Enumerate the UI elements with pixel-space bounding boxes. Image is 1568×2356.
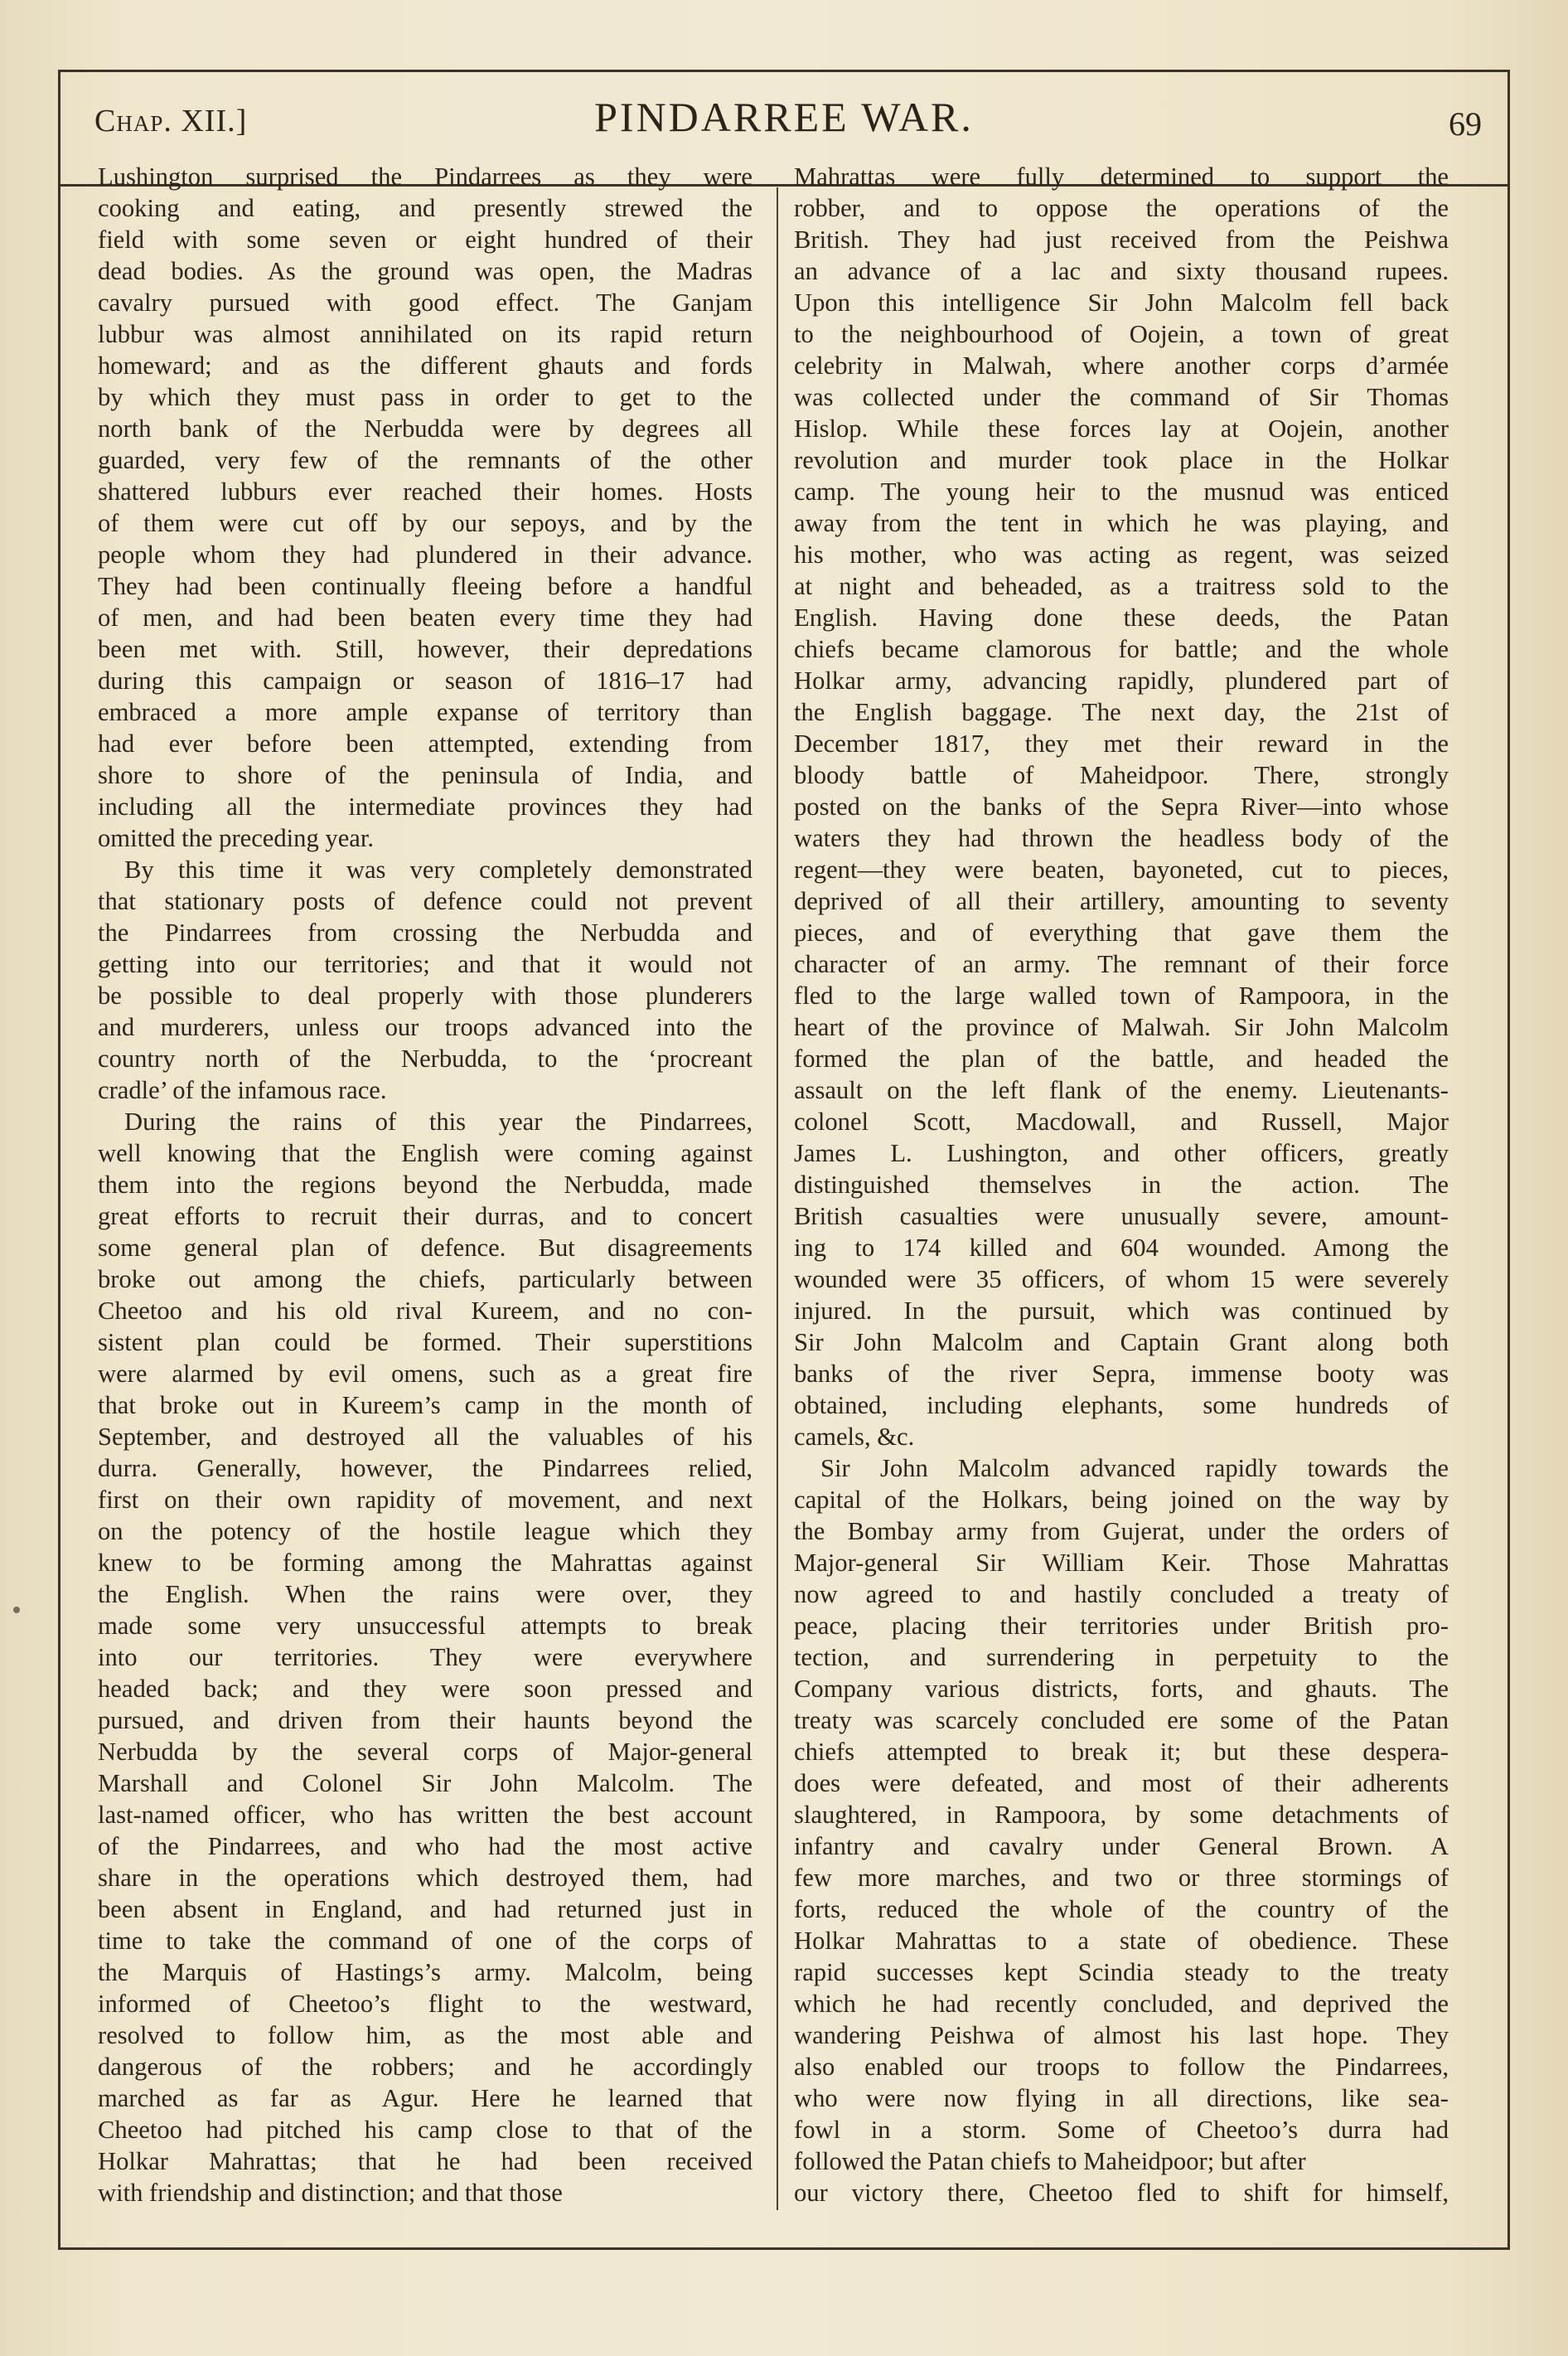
text-line: who were now flying in all directions, like sea-: [794, 2084, 1449, 2112]
text-line: some general plan of defence. But disagreements: [98, 1234, 753, 1262]
text-line: and murderers, unless our troops advanced into the: [98, 1013, 753, 1041]
text-line: share in the operations which destroyed them, had: [98, 1864, 753, 1892]
text-line: the Bombay army from Gujerat, under the orders of: [794, 1517, 1449, 1545]
text-line: country north of the Nerbudda, to the ‘procreant: [98, 1045, 753, 1073]
text-line: to the neighbourhood of Oojein, a town of great: [794, 320, 1449, 348]
text-line: our victory there, Cheetoo fled to shift for himself,: [794, 2179, 1449, 2207]
text-line: of men, and had been beaten every time they had: [98, 604, 753, 632]
text-line: English. Having done these deeds, the Patan: [794, 604, 1449, 632]
text-line: Lushington surprised the Pindarrees as they were: [98, 162, 753, 191]
text-line: marched as far as Agur. Here he learned that: [98, 2084, 753, 2112]
text-line: of the Pindarrees, and who had the most active: [98, 1832, 753, 1860]
left-text-column: [98, 161, 753, 2208]
text-line: be possible to deal properly with those plunderers: [98, 982, 753, 1010]
text-line: heart of the province of Malwah. Sir John Malcolm: [794, 1013, 1449, 1041]
text-line: informed of Cheetoo’s flight to the westward,: [98, 1990, 753, 2018]
text-line: Hislop. While these forces lay at Oojein, another: [794, 414, 1449, 443]
text-line: assault on the left flank of the enemy. Lieutenants-: [794, 1076, 1449, 1104]
text-line: Marshall and Colonel Sir John Malcolm. The: [98, 1769, 753, 1797]
text-line: Cheetoo had pitched his camp close to that of the: [98, 2116, 753, 2144]
margin-dot: [13, 1607, 20, 1613]
text-line: pieces, and of everything that gave them the: [794, 919, 1449, 947]
text-line: Holkar Mahrattas to a state of obedience. These: [794, 1927, 1449, 1955]
text-line: pursued, and driven from their haunts beyond the: [98, 1706, 753, 1734]
text-line: rapid successes kept Scindia steady to the treaty: [794, 1958, 1449, 1986]
text-line: at night and beheaded, as a traitress sold to the: [794, 572, 1449, 600]
text-line: during this campaign or season of 1816–17 had: [98, 667, 753, 695]
text-line: resolved to follow him, as the most able and: [98, 2021, 753, 2049]
text-line: knew to be forming among the Mahrattas against: [98, 1549, 753, 1577]
text-line: with friendship and distinction; and that those: [98, 2179, 563, 2207]
text-line: the Marquis of Hastings’s army. Malcolm, being: [98, 1958, 753, 1986]
text-line: now agreed to and hastily concluded a treaty of: [794, 1580, 1449, 1608]
text-line: people whom they had plundered in their advance.: [98, 541, 753, 569]
text-line: great efforts to recruit their durras, and to concert: [98, 1202, 753, 1230]
text-line: shore to shore of the peninsula of India, and: [98, 761, 753, 789]
text-line: By this time it was very completely demonstrated: [124, 856, 753, 884]
text-line: guarded, very few of the remnants of the other: [98, 446, 753, 474]
text-line: slaughtered, in Rampoora, by some detachments of: [794, 1801, 1449, 1829]
text-line: on the potency of the hostile league which they: [98, 1517, 753, 1545]
text-line: capital of the Holkars, being joined on the way by: [794, 1486, 1449, 1514]
text-line: fled to the large walled town of Rampoora, in the: [794, 982, 1449, 1010]
text-line: injured. In the pursuit, which was continued by: [794, 1297, 1449, 1325]
chapter-label: Chap. XII.]: [94, 104, 248, 138]
text-line: last-named officer, who has written the best account: [98, 1801, 753, 1829]
text-line: British. They had just received from the Peishwa: [794, 225, 1449, 254]
text-line: Sir John Malcolm and Captain Grant along both: [794, 1328, 1449, 1356]
text-line: distinguished themselves in the action. The: [794, 1171, 1449, 1199]
text-line: Sir John Malcolm advanced rapidly towards the: [820, 1454, 1449, 1482]
text-line: time to take the command of one of the corps of: [98, 1927, 753, 1955]
text-line: getting into our territories; and that it would not: [98, 950, 753, 978]
text-line: During the rains of this year the Pindarrees,: [124, 1108, 753, 1136]
text-line: obtained, including elephants, some hundreds of: [794, 1391, 1449, 1419]
text-line: does were defeated, and most of their adherents: [794, 1769, 1449, 1797]
text-line: colonel Scott, Macdowall, and Russell, Major: [794, 1108, 1449, 1136]
text-line: them into the regions beyond the Nerbudda, made: [98, 1171, 753, 1199]
text-line: wounded were 35 officers, of whom 15 were severely: [794, 1265, 1449, 1293]
text-line: waters they had thrown the headless body of the: [794, 824, 1449, 852]
text-line: bloody battle of Maheidpoor. There, strongly: [794, 761, 1449, 789]
text-line: tection, and surrendering in perpetuity to the: [794, 1643, 1449, 1671]
text-line: forts, reduced the whole of the country of the: [794, 1895, 1449, 1923]
text-line: north bank of the Nerbudda were by degrees all: [98, 414, 753, 443]
text-line: was collected under the command of Sir Thomas: [794, 383, 1449, 411]
page-title: PINDARREE WAR.: [594, 94, 974, 140]
text-line: his mother, who was acting as regent, was seized: [794, 541, 1449, 569]
text-line: that stationary posts of defence could not prevent: [98, 887, 753, 915]
text-line: Mahrattas were fully determined to support the: [794, 162, 1449, 191]
column-divider: [777, 187, 778, 2210]
text-line: Major-general Sir William Keir. Those Mahrattas: [794, 1549, 1449, 1577]
text-line: omitted the preceding year.: [98, 824, 375, 852]
text-line: field with some seven or eight hundred of their: [98, 225, 753, 254]
text-line: revolution and murder took place in the Holkar: [794, 446, 1449, 474]
text-line: cradle’ of the infamous race.: [98, 1076, 387, 1104]
text-line: regent—they were beaten, bayoneted, cut to pieces,: [794, 856, 1449, 884]
text-line: formed the plan of the battle, and headed the: [794, 1045, 1449, 1073]
text-line: sistent plan could be formed. Their superstitions: [98, 1328, 753, 1356]
text-line: been met with. Still, however, their depredations: [98, 635, 753, 663]
text-line: had ever before been attempted, extending from: [98, 730, 753, 758]
text-line: chiefs became clamorous for battle; and the whole: [794, 635, 1449, 663]
text-line: by which they must pass in order to get to the: [98, 383, 753, 411]
text-line: away from the tent in which he was playing, and: [794, 509, 1449, 537]
text-line: broke out among the chiefs, particularly between: [98, 1265, 753, 1293]
text-line: Nerbudda by the several corps of Major-general: [98, 1738, 753, 1766]
text-line: that broke out in Kureem’s camp in the month of: [98, 1391, 753, 1419]
page-number: 69: [1449, 105, 1482, 143]
text-line: followed the Patan chiefs to Maheidpoor; but after: [794, 2147, 1306, 2175]
text-line: cavalry pursued with good effect. The Ganjam: [98, 288, 753, 317]
text-line: cooking and eating, and presently strewed the: [98, 194, 753, 222]
text-line: the English baggage. The next day, the 21st of: [794, 698, 1449, 726]
text-line: Company various districts, forts, and ghauts. The: [794, 1675, 1449, 1703]
text-line: headed back; and they were soon pressed and: [98, 1675, 753, 1703]
text-line: few more marches, and two or three stormings of: [794, 1864, 1449, 1892]
text-line: first on their own rapidity of movement, and next: [98, 1486, 753, 1514]
text-line: well knowing that the English were coming against: [98, 1139, 753, 1167]
text-line: made some very unsuccessful attempts to break: [98, 1612, 753, 1640]
text-line: homeward; and as the different ghauts and fords: [98, 351, 753, 380]
text-line: durra. Generally, however, the Pindarrees relied,: [98, 1454, 753, 1482]
text-line: which he had recently concluded, and deprived the: [794, 1990, 1449, 2018]
text-line: Holkar army, advancing rapidly, plundered part of: [794, 667, 1449, 695]
text-line: dead bodies. As the ground was open, the Madras: [98, 257, 753, 285]
text-line: celebrity in Malwah, where another corps d’armée: [794, 351, 1449, 380]
text-line: peace, placing their territories under British pro-: [794, 1612, 1449, 1640]
text-line: of them were cut off by our sepoys, and by the: [98, 509, 753, 537]
text-line: camp. The young heir to the musnud was enticed: [794, 478, 1449, 506]
text-line: infantry and cavalry under General Brown. A: [794, 1832, 1449, 1860]
text-line: shattered lubburs ever reached their homes. Hosts: [98, 478, 753, 506]
text-line: James L. Lushington, and other officers, greatly: [794, 1139, 1449, 1167]
text-line: robber, and to oppose the operations of the: [794, 194, 1449, 222]
text-line: also enabled our troops to follow the Pindarrees,: [794, 2053, 1449, 2081]
text-line: camels, &c.: [794, 1423, 915, 1451]
text-line: Upon this intelligence Sir John Malcolm fell back: [794, 288, 1449, 317]
text-line: Cheetoo and his old rival Kureem, and no con-: [98, 1297, 753, 1325]
running-header: [58, 93, 1510, 167]
text-line: wandering Peishwa of almost his last hope. They: [794, 2021, 1449, 2049]
text-line: treaty was scarcely concluded ere some of the Patan: [794, 1706, 1449, 1734]
text-line: lubbur was almost annihilated on its rapid return: [98, 320, 753, 348]
text-line: deprived of all their artillery, amounting to seventy: [794, 887, 1449, 915]
text-line: into our territories. They were everywhere: [98, 1643, 753, 1671]
text-line: ing to 174 killed and 604 wounded. Among the: [794, 1234, 1449, 1262]
text-line: banks of the river Sepra, immense booty was: [794, 1360, 1449, 1388]
text-line: an advance of a lac and sixty thousand rupees.: [794, 257, 1449, 285]
text-line: been absent in England, and had returned just in: [98, 1895, 753, 1923]
text-line: December 1817, they met their reward in the: [794, 730, 1449, 758]
text-line: were alarmed by evil omens, such as a great fire: [98, 1360, 753, 1388]
text-line: British casualties were unusually severe, amount-: [794, 1202, 1449, 1230]
right-text-column: [794, 161, 1449, 2208]
text-line: September, and destroyed all the valuables of his: [98, 1423, 753, 1451]
text-line: Holkar Mahrattas; that he had been received: [98, 2147, 753, 2175]
text-line: posted on the banks of the Sepra River—into whose: [794, 793, 1449, 821]
text-line: embraced a more ample expanse of territory than: [98, 698, 753, 726]
text-line: character of an army. The remnant of their force: [794, 950, 1449, 978]
text-line: including all the intermediate provinces they had: [98, 793, 753, 821]
text-line: fowl in a storm. Some of Cheetoo’s durra had: [794, 2116, 1449, 2144]
text-line: chiefs attempted to break it; but these despera-: [794, 1738, 1449, 1766]
text-line: the English. When the rains were over, they: [98, 1580, 753, 1608]
text-line: They had been continually fleeing before a handful: [98, 572, 753, 600]
text-line: the Pindarrees from crossing the Nerbudda and: [98, 919, 753, 947]
text-line: dangerous of the robbers; and he accordingly: [98, 2053, 753, 2081]
